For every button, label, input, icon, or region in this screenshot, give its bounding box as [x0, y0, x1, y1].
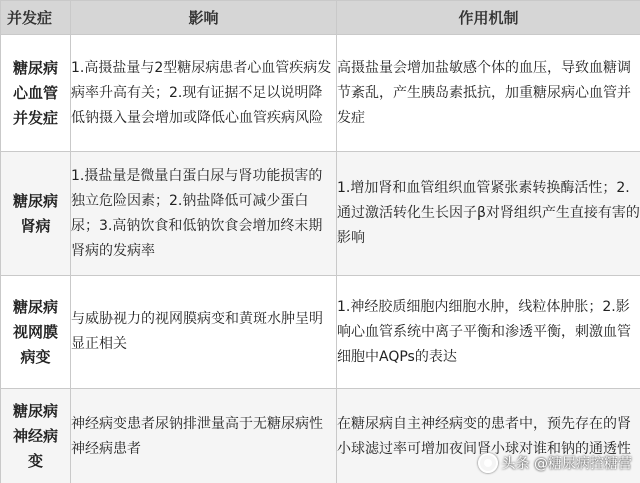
table-row	[1, 35, 640, 152]
complication-name-line: 心血管	[12, 83, 58, 102]
headline-logo-icon	[478, 453, 498, 473]
table-header-row	[1, 1, 640, 35]
header-complication: 并发症	[1, 1, 71, 35]
complication-cell	[1, 389, 71, 483]
impact-cell: 1.高摄盐量与2型糖尿病患者心血管疾病发病率升高有关；2.现有证据不足以说明降低钠摄入量会增加或降低心血管疾病风险	[71, 35, 337, 152]
complication-name-line: 神经病	[12, 427, 58, 445]
complication-name-line: 变	[27, 452, 43, 470]
complication-cell	[1, 276, 71, 389]
mechanism-cell: 在糖尿病自主神经病变的患者中，预先存在的肾小球滤过率可增加夜间肾小球对谁和钠的通透性	[337, 389, 640, 483]
mechanism-cell: 1.神经胶质细胞内细胞水肿，线粒体肿胀；2.影响心血管系统中离子平衡和渗透平衡，刺激血管细胞中AQPs的表达	[337, 276, 640, 389]
complication-name-line: 并发症	[12, 108, 58, 127]
complication-name-line: 糖尿病	[12, 297, 58, 316]
complication-name-line: 糖尿病	[12, 402, 58, 420]
complication-cell	[1, 152, 71, 276]
impact-cell: 与威胁视力的视网膜病变和黄斑水肿呈明显正相关	[71, 276, 337, 389]
complication-cell	[1, 35, 71, 152]
header-impact: 影响	[71, 1, 337, 35]
mechanism-cell: 1.增加肾和血管组织血管紧张素转换酶活性；2.通过激活转化生长因子β对肾组织产生直接有害的影响	[337, 152, 640, 276]
complication-name-line: 肾病	[20, 216, 51, 235]
watermark-text: 头条 @糖尿病控糖营	[501, 456, 632, 472]
mechanism-cell: 高摄盐量会增加盐敏感个体的血压，导致血糖调节紊乱，产生胰岛素抵抗，加重糖尿病心血管并发症	[337, 35, 640, 152]
complication-name-line: 糖尿病	[12, 58, 58, 77]
table-row	[1, 152, 640, 276]
watermark	[478, 453, 632, 473]
complication-name-line: 糖尿病	[12, 191, 58, 210]
table-row	[1, 276, 640, 389]
complication-name-line: 病变	[20, 347, 51, 366]
impact-cell: 神经病变患者尿钠排泄量高于无糖尿病性神经病患者	[71, 389, 337, 483]
impact-cell: 1.摄盐量是微量白蛋白尿与肾功能损害的独立危险因素；2.钠盐降低可减少蛋白尿；3.高钠饮食和低钠饮食会增加终末期肾病的发病率	[71, 152, 337, 276]
complication-name-line: 视网膜	[12, 322, 58, 341]
header-mechanism: 作用机制	[337, 1, 640, 35]
